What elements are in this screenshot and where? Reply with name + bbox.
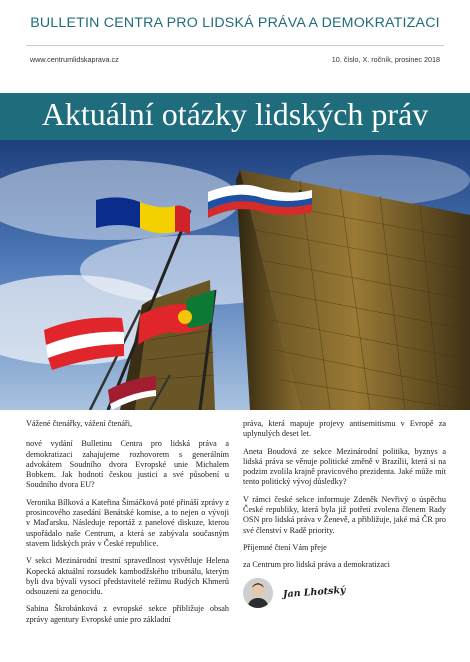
article-column-left [26,419,229,632]
article-closing: Příjemné čtení Vám přeje [243,542,327,552]
author-portrait-icon [243,578,273,608]
masthead-title: BULLETIN CENTRA PRO LIDSKÁ PRÁVA A DEMOKRATIZACI [30,15,440,31]
page-title: Aktuální otázky lidských práv [41,96,429,132]
article-paragraph: V rámci české sekce informuje Zdeněk Nevřivý o úspěchu České republiky, která byla již potřetí zvolena členem Rady OSN pro lidská práva v Ženevě, a přibližuje, jaké má ČR pro své členství v Radě priority. [243,494,446,535]
article-paragraph: Sabina Škrobánková z evropské sekce přibližuje obsah zprávy agentury Evropské unie pro základní [26,604,229,624]
article-paragraph: nové vydání Bulletinu Centra pro lidská práva a demokratizaci zahajujeme rozhovorem s generálním advokátem Soudního dvora Evropské unie Michalem Bobkem. Jak hodnotí českou justici a své působení u Soudního dvora EU? [26,439,229,490]
avatar [243,578,273,608]
title-banner [0,93,470,140]
signature-block [243,578,446,612]
article-paragraph: práva, která mapuje projevy antisemitismu v Evropě za uplynulých deset let. [243,419,446,439]
article-greeting: Vážené čtenářky, vážení čtenáři, [26,419,133,428]
article-organization: za Centrum pro lidská práva a demokratizaci [243,560,390,570]
article-column-right [243,419,446,612]
signature: Jan Lhotský [282,584,346,600]
hero-photo [0,140,470,410]
masthead-divider [26,45,444,46]
issue-info: 10. číslo, X. ročník, prosinec 2018 [331,55,440,64]
article-paragraph: Aneta Boudová ze sekce Mezinárodní politika, byznys a lidská práva se věnuje politické změně v Brazílii, která si na podzim zvolila krajně pravicového prezidenta. Jaké může mít tento politický vývoj důsledky? [243,446,446,487]
article-paragraph: Veronika Bílková a Kateřina Šimáčková poté přináší zprávy z prosincového zasedání Benátské komise, a to nejen o vývoji v Maďarsku. Následuje reportáž z panelové diskuze, kterou uspořádalo naše Centrum, a která se zabývala současným stavem lidských práv v České republice. [26,497,229,548]
article-paragraph: V sekci Mezinárodní trestní spravedlnost vysvětluje Helena Kopecká aktuální rozsudek kambodžského tribunálu, kterým byli dva bývalí vysocí představitelé režimu Rudých Khmerů odsouzeni za genocidu. [26,556,229,597]
hero-photo-illustration [0,140,470,410]
masthead [0,0,470,46]
website-link[interactable]: www.centrumlidskaprava.cz [30,55,119,64]
